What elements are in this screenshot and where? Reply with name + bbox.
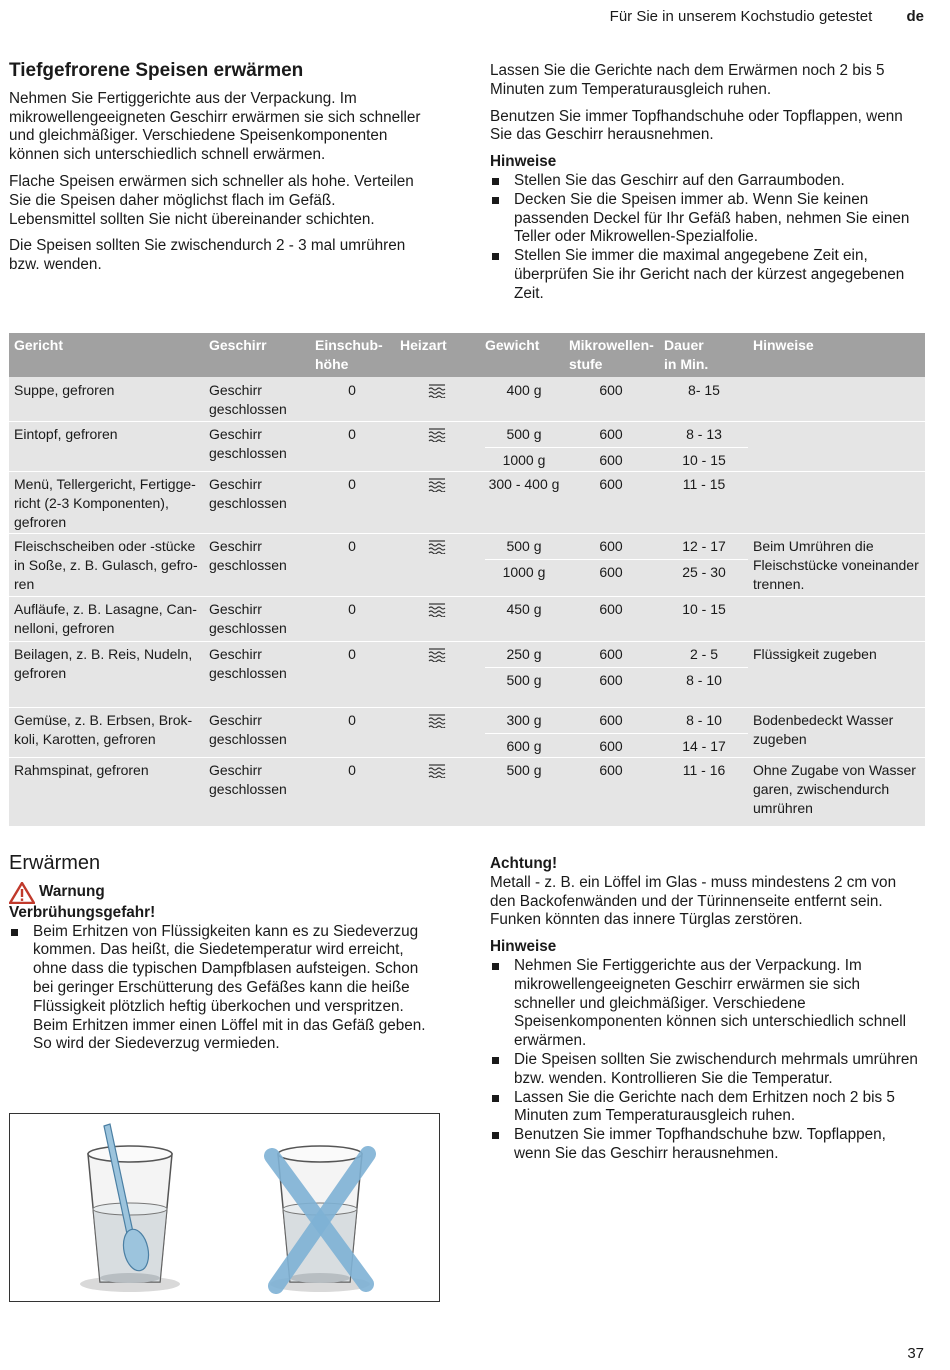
cell-mikrowellenstufe: 600 (599, 601, 623, 617)
hints-list (490, 172, 922, 304)
microwave-waves-icon (428, 764, 446, 783)
glass-illustration (9, 1113, 440, 1302)
cell-dauer: 11 - 15 (682, 476, 726, 492)
cell-geschirr: Geschirr geschlossen (209, 476, 287, 511)
paragraph: Flache Speisen erwärmen sich schneller als hohe. Verteilen Sie die Speisen daher möglichst flach im Gefäß. Lebensmittel sollten Sie nicht übereinander schichten. (9, 172, 414, 228)
cell-gewicht: 450 g (506, 601, 542, 617)
cell-gewicht: 250 g (506, 646, 542, 662)
cell-gericht: Eintopf, gefroren (14, 426, 118, 442)
cell-einschub: 0 (348, 538, 356, 554)
list-item: Die Speisen sollten Sie zwischendurch mehrmals umrühren bzw. wenden. Kontrollieren Sie die Temperatur. (490, 1051, 922, 1089)
cell-gewicht: 1000 g (502, 452, 546, 468)
hints-title: Hinweise (490, 153, 557, 171)
cell-gewicht: 600 g (506, 738, 542, 754)
cell-gericht: Menü, Tellergericht, Fertigge- richt (2-3 Komponenten), gefroren (14, 476, 196, 530)
cell-mikrowellenstufe: 600 (599, 564, 623, 580)
row-divider (9, 421, 925, 422)
row-divider (9, 596, 925, 597)
cell-mikrowellenstufe: 600 (599, 382, 623, 398)
microwave-waves-icon (428, 648, 446, 667)
sub-row-divider (485, 667, 748, 668)
cell-mikrowellenstufe: 600 (599, 538, 623, 554)
cell-gewicht: 500 g (506, 672, 542, 688)
glass-with-spoon-icon (10, 1114, 439, 1301)
list-item: Nehmen Sie Fertiggerichte aus der Verpackung. Im mikrowellengeeigneten Geschirr erwärmen sie sich schneller und gleichmäßiger. Verschiedene Speisenkomponenten können sich unterschiedlich schnell erwärmen. (490, 957, 922, 1051)
col-header-einschub: Einschub- höhe (315, 337, 383, 372)
cell-gewicht: 300 g (506, 712, 542, 728)
table-row (9, 596, 925, 641)
row-divider (9, 707, 925, 708)
cell-mikrowellenstufe: 600 (599, 738, 623, 754)
caution-title: Achtung! (490, 855, 558, 872)
section-heating-left (9, 854, 439, 1054)
section-frozen-right (490, 62, 922, 304)
microwave-waves-icon (428, 540, 446, 559)
cell-einschub: 0 (348, 601, 356, 617)
cell-geschirr: Geschirr geschlossen (209, 538, 287, 573)
microwave-waves-icon (428, 478, 446, 497)
cell-dauer: 14 - 17 (682, 738, 726, 754)
microwave-waves-icon (428, 714, 446, 733)
paragraph: Benutzen Sie immer Topfhandschuhe oder Topflappen, wenn Sie das Geschirr herausnehmen. (490, 107, 903, 144)
section-frozen-left (9, 62, 421, 283)
paragraph: Nehmen Sie Fertiggerichte aus der Verpackung. Im mikrowellengeeigneten Geschirr erwärmen sie sich schneller und gleichmäßiger. Verschiedene Speisenkomponenten können sich unterschiedlich schnell erwärmen. (9, 89, 421, 164)
table-row (9, 757, 925, 826)
cell-dauer: 8 - 10 (686, 712, 722, 728)
cell-mikrowellenstufe: 600 (599, 672, 623, 688)
col-header-geschirr: Geschirr (209, 337, 267, 353)
language-code: de (906, 8, 924, 25)
section-heading-frozen: Tiefgefrorene Speisen erwärmen (9, 60, 304, 81)
warning-triangle-icon (9, 882, 35, 904)
warning-label: Warnung (9, 882, 439, 904)
table-row (9, 421, 925, 471)
warning-list (9, 923, 439, 1055)
col-header-mikrowellenstufe: Mikrowellen- stufe (569, 337, 654, 372)
col-header-gericht: Gericht (14, 337, 64, 353)
table-header (9, 333, 925, 377)
list-item: Benutzen Sie immer Topfhandschuhe bzw. Topflappen, wenn Sie das Geschirr herausnehmen. (490, 1126, 922, 1164)
cell-dauer: 2 - 5 (689, 646, 718, 662)
section-heating-right (490, 855, 922, 1164)
cell-einschub: 0 (348, 426, 356, 442)
table-row (9, 641, 925, 707)
hints-list (490, 957, 922, 1164)
cell-geschirr: Geschirr geschlossen (209, 426, 287, 461)
list-item: Lassen Sie die Gerichte nach dem Erhitzen noch 2 bis 5 Minuten zum Temperaturausgleich ruhen. (490, 1089, 922, 1127)
cell-gericht: Aufläufe, z. B. Lasagne, Can- nelloni, gefroren (14, 601, 197, 636)
row-divider (9, 641, 925, 642)
cell-gewicht: 300 - 400 g (488, 476, 560, 492)
cell-gewicht: 500 g (506, 538, 542, 554)
cell-mikrowellenstufe: 600 (599, 476, 623, 492)
cell-gewicht: 1000 g (502, 564, 546, 580)
cell-geschirr: Geschirr geschlossen (209, 382, 287, 417)
cell-einschub: 0 (348, 382, 356, 398)
section-heading-heating: Erwärmen (9, 852, 101, 874)
cell-dauer: 10 - 15 (682, 601, 726, 617)
header-title: Für Sie in unserem Kochstudio getestet (609, 8, 873, 25)
caution-text: Metall - z. B. ein Löffel im Glas - muss mindestens 2 cm von den Backofenwänden und der Türinnenseite entfernt sein. Funken könnten das innere Türglas zerstören. (490, 873, 897, 929)
col-header-gewicht: Gewicht (485, 337, 540, 353)
cell-einschub: 0 (348, 762, 356, 778)
cell-dauer: 10 - 15 (682, 452, 726, 468)
cell-gericht: Rahmspinat, gefroren (14, 762, 149, 778)
sub-row-divider (485, 733, 748, 734)
cell-hinweis: Beim Umrühren die Fleischstücke voneinander trennen. (753, 538, 919, 592)
warning-title: Verbrühungsgefahr! (9, 903, 156, 921)
microwave-waves-icon (428, 603, 446, 622)
cell-gewicht: 500 g (506, 426, 542, 442)
cell-gericht: Gemüse, z. B. Erbsen, Brok- koli, Karotten, gefroren (14, 712, 193, 747)
cell-gericht: Fleischscheiben oder -stücke in Soße, z. B. Gulasch, gefro- ren (14, 538, 198, 592)
cell-geschirr: Geschirr geschlossen (209, 762, 287, 797)
microwave-waves-icon (428, 384, 446, 403)
cell-gewicht: 500 g (506, 762, 542, 778)
paragraph: Die Speisen sollten Sie zwischendurch 2 - 3 mal umrühren bzw. wenden. (9, 237, 406, 274)
col-header-heizart: Heizart (400, 337, 447, 353)
table-row (9, 533, 925, 596)
cell-geschirr: Geschirr geschlossen (209, 601, 287, 636)
cell-geschirr: Geschirr geschlossen (209, 646, 287, 681)
page-header (610, 8, 924, 25)
cell-dauer: 12 - 17 (682, 538, 726, 554)
paragraph: Lassen Sie die Gerichte nach dem Erwärmen noch 2 bis 5 Minuten zum Temperaturausgleich ruhen. (490, 62, 885, 98)
table-row (9, 471, 925, 533)
cell-mikrowellenstufe: 600 (599, 426, 623, 442)
list-item: Stellen Sie immer die maximal angegebene Zeit ein, überprüfen Sie ihr Gericht nach der kürzest angegebenen Zeit. (490, 247, 922, 303)
table-row (9, 377, 925, 421)
row-divider (9, 757, 925, 758)
list-item: Beim Erhitzen von Flüssigkeiten kann es zu Siedeverzug kommen. Das heißt, die Siedetemperatur wird erreicht, ohne dass die typischen Dampfblasen aufsteigen. Schon bei geringer Erschütterung des Gefäßes kann die heiße Flüssigkeit plötzlich heftig überkochen und verspritzen. Beim Erhitzen immer einen Löffel mit in das Gefäß geben. So wird der Siedeverzug vermieden. (9, 923, 439, 1055)
col-header-dauer: Dauer in Min. (664, 337, 709, 372)
list-item: Stellen Sie das Geschirr auf den Garraumboden. (490, 172, 922, 191)
cell-hinweis: Bodenbedeckt Wasser zugeben (753, 712, 894, 747)
cell-dauer: 11 - 16 (682, 762, 726, 778)
frozen-food-table (9, 333, 925, 826)
cell-dauer: 8 - 13 (686, 426, 722, 442)
cell-dauer: 8 - 10 (686, 672, 722, 688)
hints-title: Hinweise (490, 938, 557, 956)
cell-mikrowellenstufe: 600 (599, 452, 623, 468)
cell-dauer: 8- 15 (688, 382, 720, 398)
col-header-hinweise: Hinweise (753, 337, 814, 353)
cell-geschirr: Geschirr geschlossen (209, 712, 287, 747)
page-number: 37 (907, 1345, 924, 1362)
microwave-waves-icon (428, 428, 446, 447)
cell-hinweis: Flüssigkeit zugeben (753, 646, 877, 662)
sub-row-divider (485, 447, 748, 448)
list-item: Decken Sie die Speisen immer ab. Wenn Sie keinen passenden Deckel für Ihr Gefäß haben, nehmen Sie einen Teller oder Mikrowellen-Spezialfolie. (490, 191, 922, 247)
table-row (9, 707, 925, 757)
cell-mikrowellenstufe: 600 (599, 646, 623, 662)
cell-mikrowellenstufe: 600 (599, 712, 623, 728)
cell-mikrowellenstufe: 600 (599, 762, 623, 778)
cell-hinweis: Ohne Zugabe von Wasser garen, zwischendurch umrühren (753, 762, 916, 816)
cell-einschub: 0 (348, 646, 356, 662)
cell-einschub: 0 (348, 712, 356, 728)
sub-row-divider (485, 559, 748, 560)
cell-gewicht: 400 g (506, 382, 542, 398)
cell-einschub: 0 (348, 476, 356, 492)
row-divider (9, 471, 925, 472)
cell-dauer: 25 - 30 (682, 564, 726, 580)
cell-gericht: Beilagen, z. B. Reis, Nudeln, gefroren (14, 646, 193, 681)
cell-gericht: Suppe, gefroren (14, 382, 115, 398)
row-divider (9, 533, 925, 534)
